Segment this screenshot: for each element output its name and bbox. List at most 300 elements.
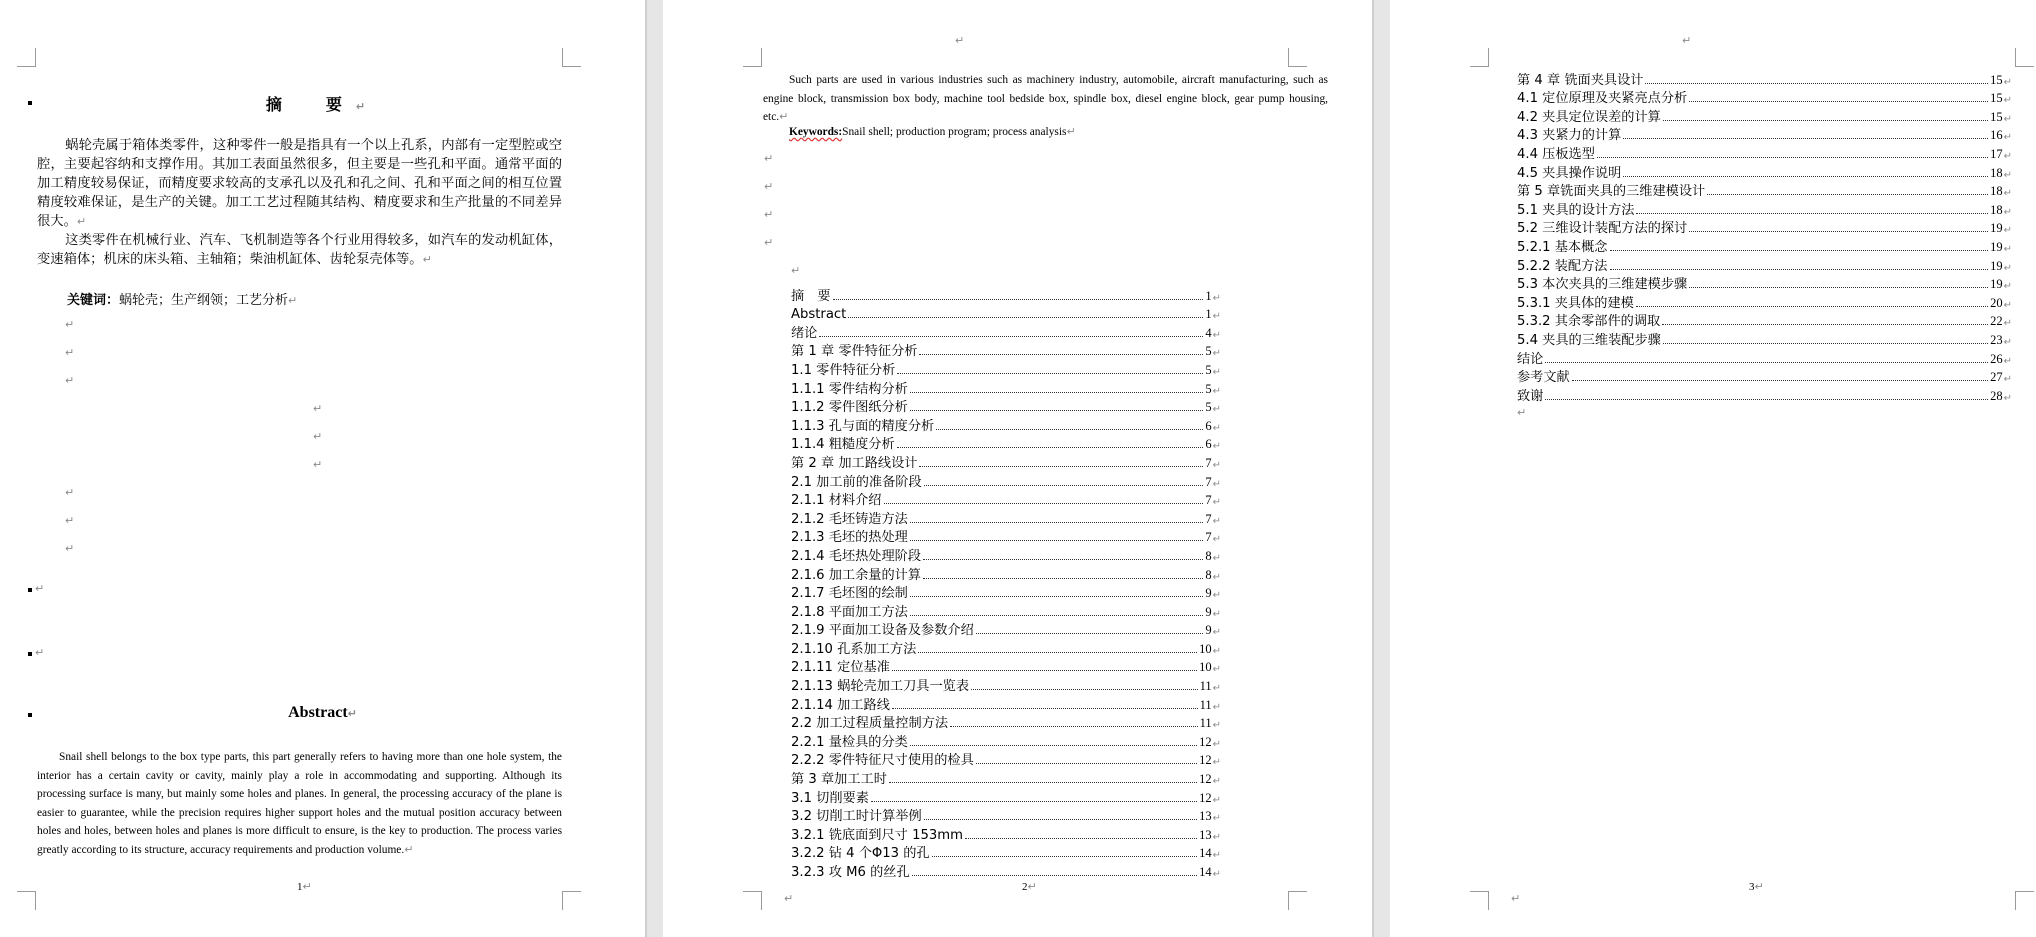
toc-dot-leader [924,819,1197,820]
toc-entry-page: 11 [1199,716,1212,731]
toc-entry[interactable] [791,452,1221,471]
keywords-cn[interactable]: 关键词：蜗轮壳；生产纲领；工艺分析↵ [67,293,298,308]
toc-entry[interactable] [1517,125,2012,144]
toc-entry-page: 14 [1199,865,1212,879]
paragraph-mark: ↵ [2003,113,2012,125]
toc-entry-title: 5.3.2 其余零部件的调取 [1517,314,1661,330]
toc-dot-leader [923,578,1203,579]
toc-entry[interactable] [1517,88,2012,107]
toc-dot-leader [912,875,1197,876]
crop-mark [743,891,762,910]
toc-entry[interactable] [791,285,1221,304]
toc-entry-title: 2.2.2 零件特征尺寸使用的检具 [791,753,974,769]
toc-entry-page: 1 [1205,307,1212,322]
toc-entry-page: 4 [1205,325,1212,340]
toc-entry[interactable] [791,675,1221,694]
toc-entry[interactable] [791,768,1221,787]
toc-entry[interactable] [791,750,1221,769]
empty-paragraph-mark: ↵ [313,402,323,415]
toc-entry-title: 2.1.10 孔系加工方法 [791,641,917,657]
paragraph-mark: ↵ [2003,262,2012,274]
toc-entry-page: 18 [1990,165,2003,180]
toc-entry-page: 12 [1199,772,1212,787]
empty-paragraph-mark: ↵ [65,346,75,359]
empty-paragraph-mark: ↵ [313,430,323,443]
paragraph-mark: ↵ [1212,720,1221,732]
toc-entry-title: 4.2 夹具定位误差的计算 [1517,109,1661,125]
page-number: 1↵ [297,880,312,893]
toc-entry[interactable] [1517,311,2012,330]
crop-mark [1288,48,1307,67]
empty-paragraph-mark: ↵ [35,582,45,595]
toc-dot-leader [1707,194,1988,195]
toc-entry-page: 19 [1990,258,2003,273]
toc-entry-page: 7 [1205,455,1212,470]
toc-dot-leader [1572,380,1988,381]
toc-entry-title: 1.1.3 孔与面的精度分析 [791,418,935,434]
toc-entry[interactable] [791,713,1221,732]
toc-entry-title: 2.1.6 加工余量的计算 [791,567,922,583]
table-of-contents [791,285,1221,880]
toc-entry-title: 2.1.4 毛坯热处理阶段 [791,548,922,564]
toc-dot-leader [910,392,1203,393]
toc-entry[interactable] [791,824,1221,843]
header-paragraph-mark: ↵ [1682,34,1692,47]
empty-paragraph-mark: ↵ [35,646,45,659]
toc-entry-page: 15 [1990,91,2003,106]
toc-entry-page: 15 [1990,72,2003,87]
toc-entry-title: 2.2.1 量检具的分类 [791,734,908,750]
toc-entry-title: 2.1.9 平面加工设备及参数介绍 [791,623,974,639]
toc-entry-title: Abstract [791,307,847,323]
toc-entry-page: 11 [1199,679,1212,694]
toc-entry[interactable] [1517,274,2012,293]
paragraph-mark: ↵ [2003,169,2012,181]
empty-paragraph-mark: ↵ [65,514,75,527]
toc-entry[interactable] [1517,292,2012,311]
paragraph-mark: ↵ [1212,422,1221,434]
page-gutter [645,0,647,937]
toc-entry-page: 9 [1205,586,1212,601]
toc-entry-title: 1.1.1 零件结构分析 [791,381,908,397]
toc-entry[interactable] [1517,162,2012,181]
paragraph-mark: ↵ [1212,404,1221,416]
toc-entry-page: 27 [1990,370,2003,385]
toc-entry-page: 7 [1205,511,1212,526]
toc-entry-title: 5.4 夹具的三维装配步骤 [1517,332,1661,348]
paragraph-mark: ↵ [1212,701,1221,713]
toc-entry-page: 5 [1205,362,1212,377]
toc-entry[interactable] [1517,348,2012,367]
toc-entry-title: 4.3 夹紧力的计算 [1517,128,1622,144]
toc-entry-page: 1 [1205,288,1212,303]
paragraph-mark: ↵ [1212,478,1221,490]
toc-dot-leader [848,317,1203,318]
toc-entry-page: 10 [1199,660,1212,675]
toc-entry-page: 15 [1990,109,2003,124]
toc-entry-page: 19 [1990,239,2003,254]
toc-entry-page: 12 [1199,790,1212,805]
toc-entry[interactable] [791,620,1221,639]
toc-entry-title: 2.1.1 材料介绍 [791,493,882,509]
crop-mark [562,48,581,67]
empty-paragraph-mark: ↵ [65,374,75,387]
toc-entry-page: 7 [1205,493,1212,508]
toc-entry-title: 2.1.7 毛坯图的绘制 [791,586,908,602]
toc-entry-page: 28 [1990,388,2003,403]
toc-entry[interactable] [791,843,1221,862]
toc-entry-page: 6 [1205,437,1212,452]
paragraph-mark: ↵ [1212,664,1221,676]
toc-entry-page: 18 [1990,184,2003,199]
toc-dot-leader [1636,213,1988,214]
toc-entry[interactable] [1517,106,2012,125]
empty-paragraph-mark: ↵ [764,180,774,193]
toc-dot-leader [892,670,1197,671]
toc-entry-page: 12 [1199,753,1212,768]
toc-entry[interactable] [791,861,1221,880]
toc-dot-leader [910,596,1203,597]
toc-entry[interactable] [791,583,1221,602]
paragraph-mark: ↵ [2003,76,2012,88]
toc-entry[interactable] [1517,255,2012,274]
toc-dot-leader [1662,324,1988,325]
toc-dot-leader [892,708,1198,709]
heading-bullet-mark [28,652,32,656]
toc-entry[interactable] [1517,143,2012,162]
heading-bullet-mark [28,588,32,592]
toc-dot-leader [1597,157,1988,158]
paragraph-mark: ↵ [1212,552,1221,564]
paragraph-mark: ↵ [1212,348,1221,360]
toc-entry-page: 18 [1990,202,2003,217]
toc-entry[interactable] [791,341,1221,360]
toc-entry-page: 26 [1990,351,2003,366]
toc-entry[interactable] [791,397,1221,416]
toc-entry-title: 1.1.2 零件图纸分析 [791,400,908,416]
toc-entry-page: 11 [1199,697,1212,712]
toc-entry-page: 6 [1205,418,1212,433]
footer-paragraph-mark: ↵ [784,892,794,905]
toc-entry-title: 1.1.4 粗糙度分析 [791,437,895,453]
toc-dot-leader [932,856,1197,857]
toc-entry-page: 8 [1205,567,1212,582]
paragraph-mark: ↵ [1212,515,1221,527]
toc-entry-title: 摘 要 [791,288,831,304]
toc-entry[interactable] [791,527,1221,546]
crop-mark [2015,891,2034,910]
abstract-cn-paragraph-2[interactable]: 这类零件在机械行业、汽车、飞机制造等各个行业用得较多，如汽车的发动机缸体，变速箱体；机床的床头箱、主轴箱；柴油机缸体、齿轮泵壳体等。↵ [37,233,562,267]
empty-paragraph-mark: ↵ [1517,406,1527,419]
empty-paragraph-mark: ↵ [764,152,774,165]
abstract-en-paragraph[interactable]: Snail shell belongs to the box type parts, this part generally refers to having more than one hole system, the interior has a certain cavity or cavity, mainly play a role in accommodating and supporting. Although its processing surface is many, but mainly some holes and planes. In general, the processing accuracy of the plane is easier to guarantee, while the precision requires higher support holes and the mutual position accuracy between holes and holes, between holes and planes is more difficult to ensure, is the key to production. The process varies greatly according to its structure, accuracy requirements and production volume.↵ [37,751,562,856]
toc-entry[interactable] [1517,199,2012,218]
toc-entry-title: 5.3.1 夹具体的建模 [1517,295,1634,311]
paragraph-mark: ↵ [1212,311,1221,323]
toc-dot-leader [923,559,1203,560]
document-page-3[interactable] [1390,0,2036,937]
paragraph-mark: ↵ [2003,150,2012,162]
paragraph-mark: ↵ [2003,188,2012,200]
toc-entry-title: 2.1.2 毛坯铸造方法 [791,511,908,527]
toc-dot-leader [919,354,1203,355]
paragraph-mark: ↵ [2003,392,2012,404]
toc-entry[interactable] [791,322,1221,341]
toc-entry-page: 12 [1199,734,1212,749]
toc-entry[interactable] [791,731,1221,750]
toc-entry[interactable] [791,471,1221,490]
toc-entry-title: 参考文献 [1517,370,1570,386]
document-page-1[interactable] [0,0,645,937]
abstract-en-title[interactable]: Abstract↵ [288,704,357,721]
toc-entry-title: 2.1.14 加工路线 [791,697,890,713]
toc-entry[interactable] [1517,329,2012,348]
toc-entry[interactable] [791,806,1221,825]
toc-entry[interactable] [791,304,1221,323]
toc-entry-title: 5.2.2 装配方法 [1517,258,1608,274]
toc-dot-leader [871,801,1197,802]
toc-entry[interactable] [1517,69,2012,88]
toc-entry-page: 13 [1199,809,1212,824]
toc-dot-leader [918,652,1197,653]
paragraph-mark: ↵ [1212,292,1221,304]
toc-entry-title: 5.3 本次夹具的三维建模步骤 [1517,277,1688,293]
paragraph-mark: ↵ [1212,794,1221,806]
toc-dot-leader [910,615,1203,616]
toc-dot-leader [1545,362,1988,363]
toc-entry-page: 9 [1205,604,1212,619]
paragraph-mark: ↵ [1212,850,1221,862]
toc-dot-leader [897,447,1204,448]
paragraph-mark: ↵ [2003,95,2012,107]
crop-mark [1288,891,1307,910]
toc-entry[interactable] [791,415,1221,434]
paragraph-mark: ↵ [1212,441,1221,453]
toc-entry-page: 5 [1205,400,1212,415]
toc-entry-title: 4.1 定位原理及夹紧亮点分析 [1517,91,1688,107]
keywords-en[interactable]: Keywords:Snail shell; production program; process analysis↵ [789,125,1076,138]
toc-entry-title: 第 2 章 加工路线设计 [791,455,918,471]
toc-dot-leader [965,838,1197,839]
crop-mark [743,48,762,67]
toc-dot-leader [1623,138,1988,139]
toc-entry-page: 7 [1205,530,1212,545]
toc-dot-leader [833,299,1204,300]
toc-entry-page: 22 [1990,314,2003,329]
toc-entry-title: 2.1 加工前的准备阶段 [791,474,922,490]
toc-entry-title: 5.1 夹具的设计方法 [1517,202,1635,218]
toc-entry-title: 5.2 三维设计装配方法的探讨 [1517,221,1688,237]
toc-entry-title: 2.1.11 定位基准 [791,660,890,676]
paragraph-mark: ↵ [2003,336,2012,348]
toc-dot-leader [971,689,1198,690]
toc-dot-leader [889,782,1197,783]
paragraph-mark: ↵ [1212,683,1221,695]
toc-entry[interactable] [1517,367,2012,386]
paragraph-mark: ↵ [2003,281,2012,293]
toc-entry[interactable] [791,508,1221,527]
paragraph-mark: ↵ [2003,243,2012,255]
toc-entry-page: 8 [1205,548,1212,563]
toc-entry-title: 3.2.1 铣底面到尺寸 153mm [791,827,963,843]
toc-dot-leader [919,466,1203,467]
toc-entry[interactable] [791,601,1221,620]
document-page-2[interactable] [663,0,1372,937]
toc-dot-leader [910,522,1203,523]
toc-dot-leader [819,336,1203,337]
paragraph-mark: ↵ [2003,225,2012,237]
footer-paragraph-mark: ↵ [1511,892,1521,905]
toc-entry-page: 23 [1990,332,2003,347]
toc-dot-leader [1610,250,1989,251]
toc-entry-page: 7 [1205,474,1212,489]
empty-paragraph-mark: ↵ [791,264,801,277]
paragraph-mark: ↵ [2003,355,2012,367]
toc-dot-leader [950,726,1198,727]
toc-dot-leader [1623,176,1988,177]
crop-mark [17,48,36,67]
toc-entry-page: 19 [1990,277,2003,292]
toc-entry-title: 3.2.2 钻 4 个Φ13 的孔 [791,846,930,862]
toc-entry-title: 1.1 零件特征分析 [791,362,896,378]
toc-entry[interactable] [791,545,1221,564]
toc-entry-title: 2.1.3 毛坯的热处理 [791,530,908,546]
toc-entry-page: 5 [1205,344,1212,359]
toc-entry-title: 3.2.3 攻 M6 的丝孔 [791,865,910,880]
toc-entry-title: 4.5 夹具操作说明 [1517,165,1622,181]
toc-dot-leader [884,503,1204,504]
toc-entry-page: 16 [1990,128,2003,143]
toc-entry-title: 4.4 压板选型 [1517,146,1595,162]
abstract-en-continued[interactable]: Such parts are used in various industries such as machinery industry, automobile, aircraft manufacturing, such as engine block, transmission box body, machine tool bedside box, spindle box, diesel engine block, gear pump housing, etc.↵ [763,74,1328,124]
paragraph-mark: ↵ [1212,831,1221,843]
header-paragraph-mark: ↵ [955,34,965,47]
toc-entry-page: 10 [1199,641,1212,656]
crop-mark [17,891,36,910]
paragraph-mark: ↵ [2003,206,2012,218]
abstract-cn-paragraph-1[interactable]: 蜗轮壳属于箱体类零件，这种零件一般是指具有一个以上孔系，内部有一定型腔或空腔，主要起容纳和支撑作用。其加工表面虽然很多，但主要是一些孔和平面。通常平面的加工精度较易保证，而精度要求较高的支承孔以及孔和孔之间、孔和平面之间的相互位置精度较难保证，是生产的关键。加工工艺过程随其结构、精度要求和生产批量的不同差异很大。↵ [37,138,562,229]
paragraph-mark: ↵ [2003,374,2012,386]
toc-entry-title: 第 1 章 零件特征分析 [791,344,918,360]
toc-dot-leader [910,745,1197,746]
paragraph-mark: ↵ [2003,318,2012,330]
toc-dot-leader [910,540,1203,541]
table-of-contents-continued [1517,69,2012,404]
paragraph-mark: ↵ [1212,366,1221,378]
empty-paragraph-mark: ↵ [313,458,323,471]
paragraph-mark: ↵ [1212,534,1221,546]
toc-entry[interactable] [791,359,1221,378]
toc-dot-leader [924,485,1204,486]
toc-dot-leader [1689,287,1988,288]
toc-entry-page: 14 [1199,846,1212,861]
toc-entry[interactable] [1517,385,2012,404]
toc-entry[interactable] [791,657,1221,676]
empty-paragraph-mark: ↵ [764,236,774,249]
paragraph-mark: ↵ [1212,627,1221,639]
paragraph-mark: ↵ [1212,590,1221,602]
toc-entry[interactable] [791,434,1221,453]
paragraph-mark: ↵ [2003,299,2012,311]
paragraph-mark: ↵ [2003,132,2012,144]
empty-paragraph-mark: ↵ [65,542,75,555]
paragraph-mark: ↵ [1212,608,1221,620]
toc-dot-leader [1689,101,1988,102]
toc-entry[interactable] [791,490,1221,509]
paragraph-mark: ↵ [1212,571,1221,583]
empty-paragraph-mark: ↵ [764,208,774,221]
toc-dot-leader [1663,343,1988,344]
toc-entry[interactable] [791,378,1221,397]
toc-dot-leader [1689,231,1988,232]
toc-entry[interactable] [1517,181,2012,200]
toc-entry-page: 20 [1990,295,2003,310]
toc-dot-leader [976,763,1197,764]
toc-entry-title: 绪论 [791,325,818,341]
toc-entry-title: 结论 [1517,351,1544,367]
paragraph-mark: ↵ [1212,757,1221,769]
toc-entry-title: 致谢 [1517,388,1544,404]
toc-entry-page: 19 [1990,221,2003,236]
paragraph-mark: ↵ [1212,738,1221,750]
toc-entry-title: 2.1.13 蜗轮壳加工刀具一览表 [791,679,970,695]
empty-paragraph-mark: ↵ [65,486,75,499]
toc-entry-page: 9 [1205,623,1212,638]
toc-entry-title: 3.2 切削工时计算举例 [791,809,922,825]
paragraph-mark: ↵ [1212,459,1221,471]
paragraph-mark: ↵ [1212,497,1221,509]
toc-entry-title: 2.1.8 平面加工方法 [791,604,908,620]
toc-entry-title: 2.2 加工过程质量控制方法 [791,716,949,732]
toc-entry-title: 3.1 切削要素 [791,790,869,806]
crop-mark [1470,48,1489,67]
toc-entry-page: 13 [1199,827,1212,842]
empty-paragraph-mark: ↵ [65,318,75,331]
page-number: 2↵ [1022,880,1037,893]
toc-entry[interactable] [791,638,1221,657]
toc-entry[interactable] [791,694,1221,713]
abstract-cn-title[interactable]: 摘 要↵ [265,95,380,114]
toc-entry[interactable] [1517,236,2012,255]
toc-entry-title: 第 3 章加工工时 [791,772,887,788]
toc-dot-leader [1545,399,1988,400]
toc-dot-leader [1645,83,1988,84]
toc-dot-leader [1636,306,1988,307]
toc-entry-title: 5.2.1 基本概念 [1517,239,1608,255]
toc-entry-page: 17 [1990,146,2003,161]
paragraph-mark: ↵ [1212,385,1221,397]
toc-dot-leader [976,633,1204,634]
toc-entry[interactable] [791,787,1221,806]
paragraph-mark: ↵ [1212,813,1221,825]
paragraph-mark: ↵ [1212,329,1221,341]
page-gutter [1372,0,1374,937]
paragraph-mark: ↵ [1212,776,1221,788]
toc-dot-leader [910,410,1203,411]
crop-mark [562,891,581,910]
toc-dot-leader [897,373,1203,374]
toc-entry-title: 第 4 章 铣面夹具设计 [1517,72,1644,88]
page-number: 3↵ [1749,880,1764,893]
toc-entry[interactable] [1517,218,2012,237]
crop-mark [2015,48,2034,67]
toc-dot-leader [1610,269,1989,270]
toc-dot-leader [1663,120,1988,121]
toc-dot-leader [936,429,1203,430]
paragraph-mark: ↵ [1212,645,1221,657]
crop-mark [1470,891,1489,910]
toc-entry[interactable] [791,564,1221,583]
